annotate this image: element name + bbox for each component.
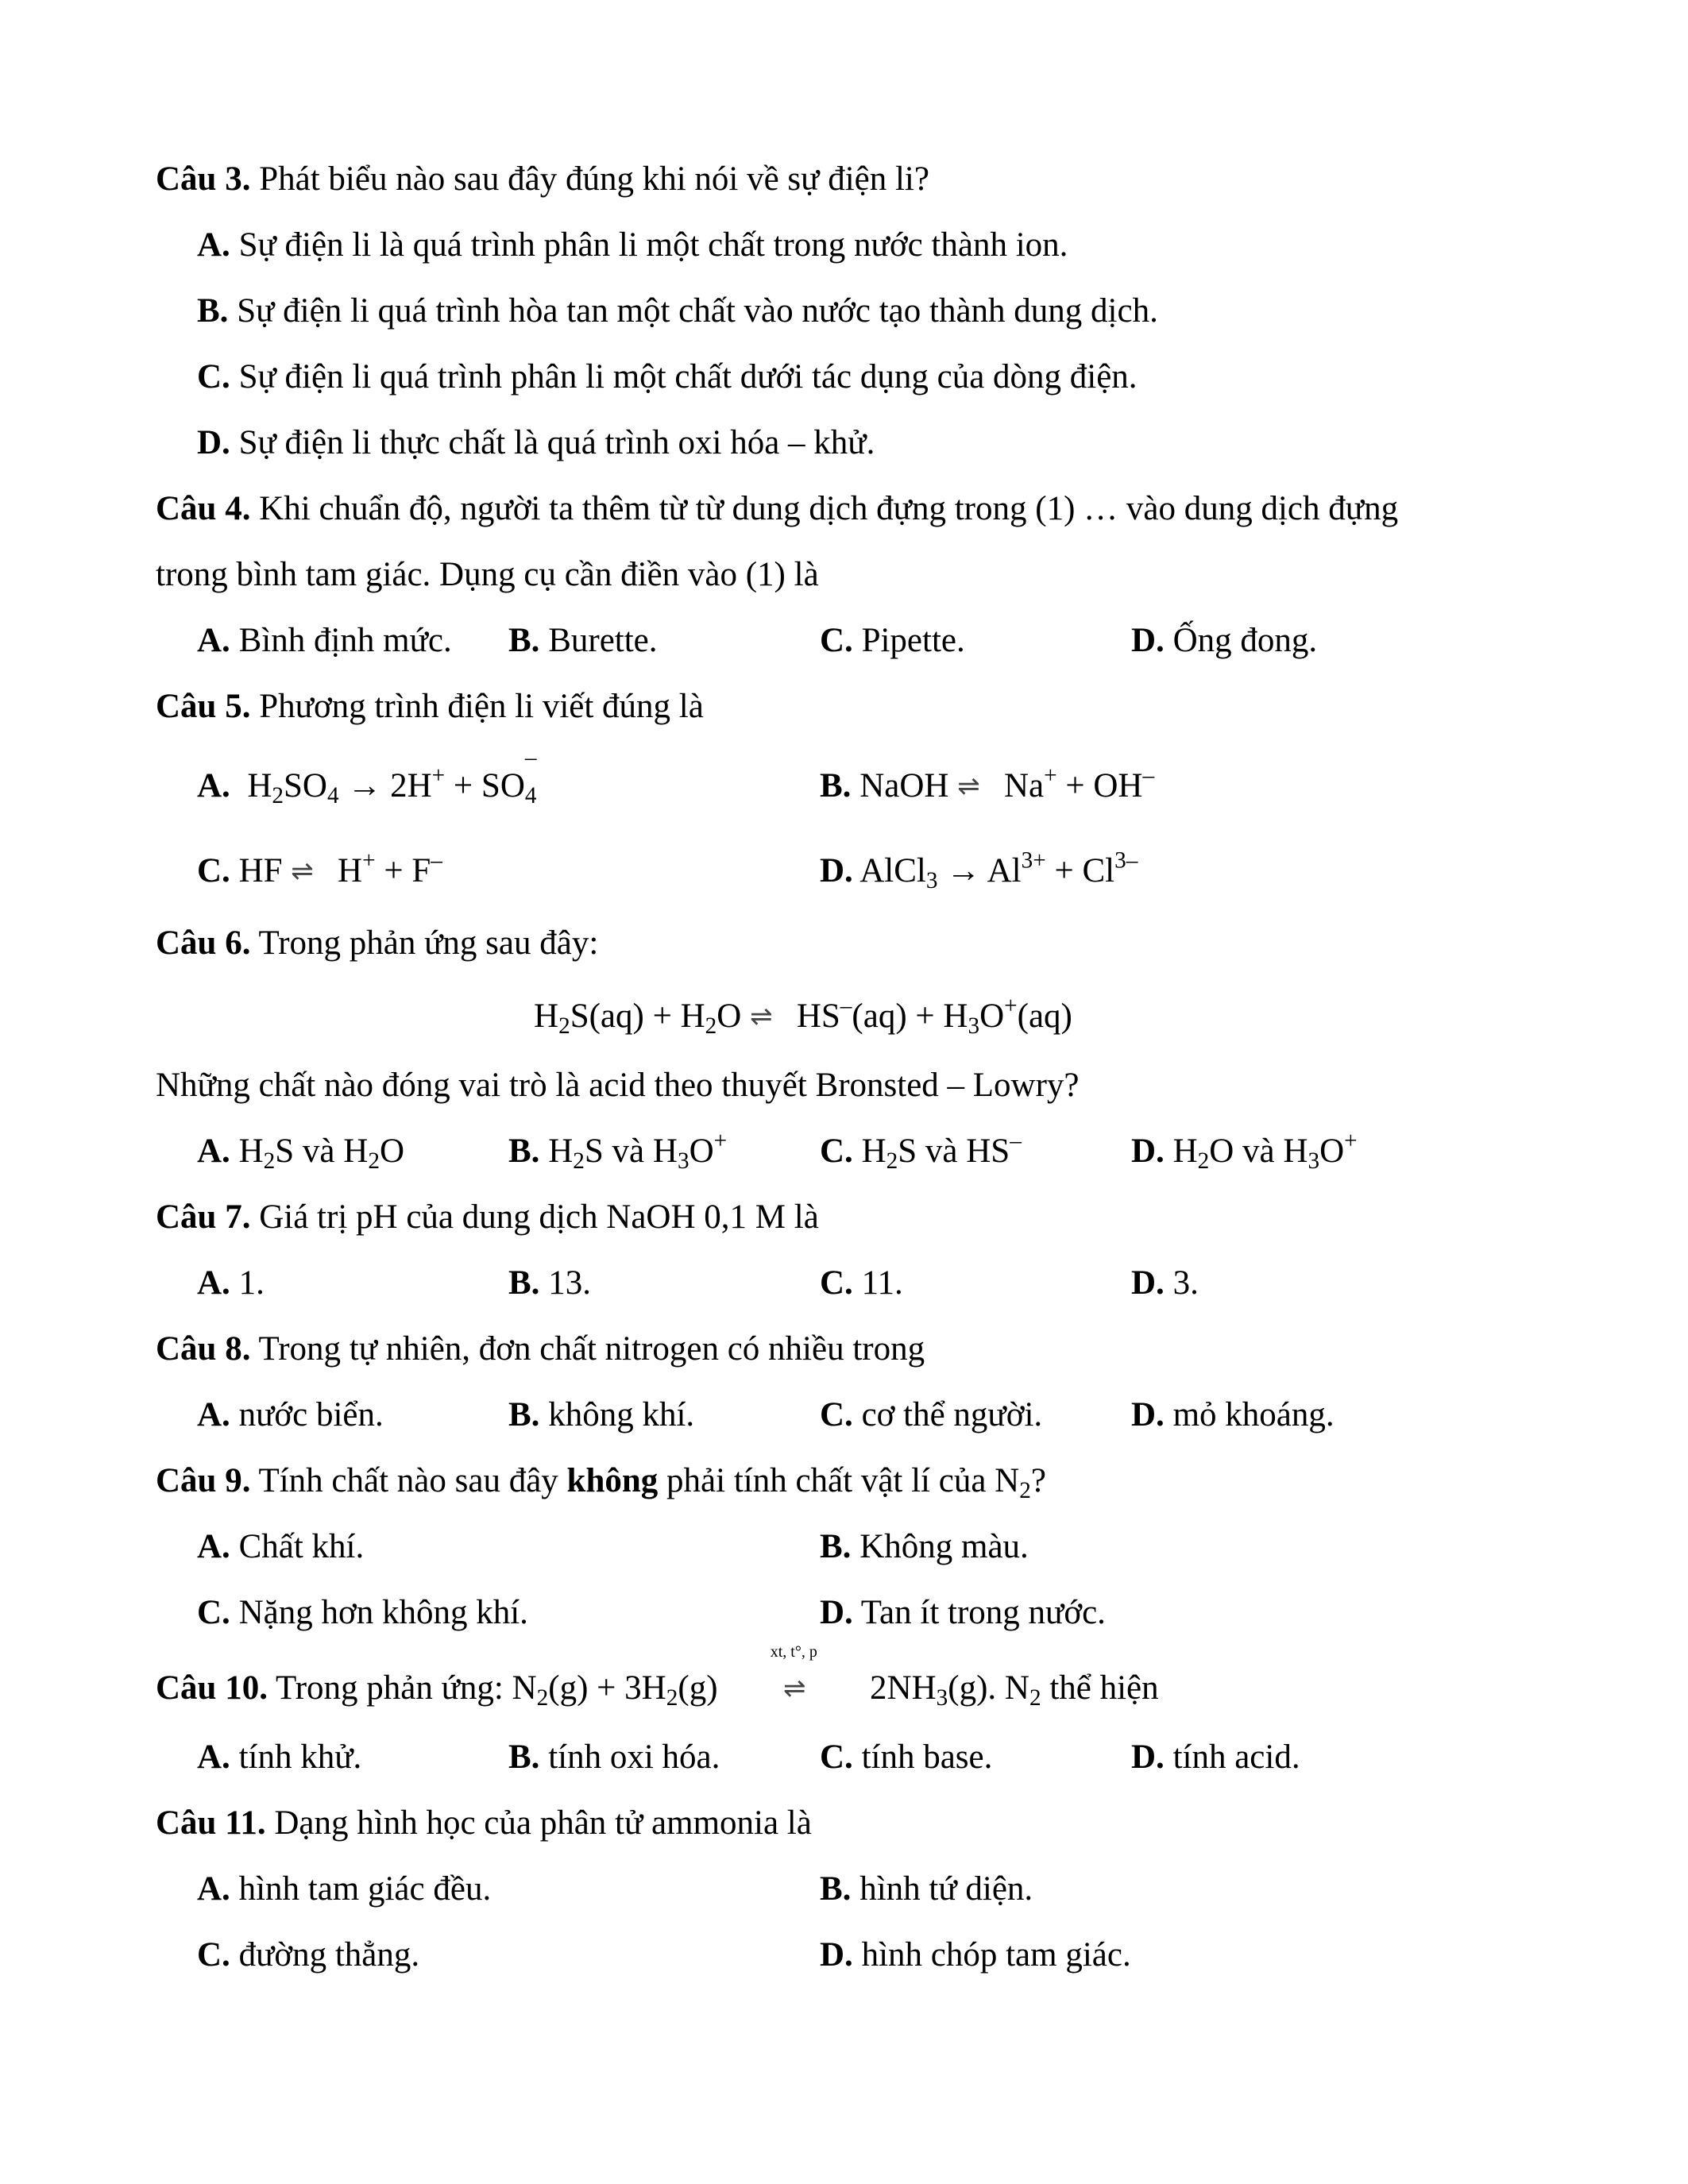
option-text: tính base. [861, 1738, 993, 1776]
option-text: Burette. [548, 622, 658, 659]
option-d [820, 1931, 1131, 1979]
option-text: cơ thể người. [861, 1396, 1043, 1433]
equilibrium-arrow-icon: ⇌ [957, 770, 979, 802]
option-letter: A. [197, 226, 230, 264]
option-c [197, 1589, 528, 1637]
option-letter: A. [197, 622, 230, 659]
option-text: 1. [238, 1264, 265, 1302]
question-10: Câu 10. Trong phản ứng: $N_2(g) + 3H_2(g)$ xt, t°, p ⇌ $2NH_3(g)$. $N_2$ thể hiện [156, 1643, 1159, 1711]
option-text: hình tam giác đều. [238, 1870, 492, 1908]
option-letter: B. [508, 1264, 540, 1302]
option-text: Ống đong. [1172, 622, 1318, 659]
option-text: Chất khí. [238, 1528, 365, 1565]
question-number: Câu 8. [156, 1330, 251, 1368]
option-letter: B. [820, 1528, 852, 1565]
option-letter: B. [508, 1738, 540, 1776]
option-b [508, 1260, 591, 1307]
question-number: Câu 11. [156, 1804, 266, 1842]
option-d: D. $H_2O$ và $H_3O^+$ [1131, 1128, 1358, 1175]
equation: $H_2SO_4 \to 2H^+$ + SO – $_4$ [247, 745, 537, 809]
option-letter: D. [1131, 622, 1165, 659]
option-d [1131, 1391, 1335, 1439]
question-number: Câu 7. [156, 1198, 251, 1236]
option-letter: D. [1131, 1264, 1165, 1302]
option-text: hình tứ diện. [859, 1870, 1033, 1908]
option-letter: C. [197, 1936, 230, 1974]
option-b [820, 1866, 1033, 1913]
question-5 [156, 683, 704, 731]
question-number: Câu 4. [156, 490, 251, 527]
reaction-condition: xt, t°, p [770, 1643, 817, 1661]
option-letter: C. [197, 358, 230, 396]
option-letter: A. [197, 1870, 230, 1908]
option-letter: C. [820, 1738, 853, 1776]
question-4-cont [156, 551, 819, 599]
option-letter: C. [820, 1264, 853, 1302]
option-text: Sự điện li thực chất là quá trình oxi hóa – khử. [238, 424, 875, 461]
option-c [820, 617, 965, 665]
option-b [508, 1734, 720, 1781]
question-text: Trong tự nhiên, đơn chất nitrogen có nhiều trong [258, 1330, 925, 1368]
question-9: Câu 9. Tính chất nào sau đây không phải tính chất vật lí của $N_2$? [156, 1462, 1046, 1504]
option-text: Sự điện li quá trình hòa tan một chất vào nước tạo thành dung dịch. [237, 292, 1158, 330]
option-text: Sự điện li là quá trình phân li một chất trong nước thành ion. [238, 226, 1068, 264]
option-a [197, 1866, 491, 1913]
option-b [197, 287, 1158, 335]
option-text: 3. [1172, 1264, 1199, 1302]
emphasis-text: không [566, 1462, 659, 1499]
option-a [197, 617, 452, 665]
option-text: hình chóp tam giác. [861, 1936, 1131, 1974]
option-letter: D. [1131, 1396, 1165, 1433]
question-text: trong bình tam giác. Dụng cụ cần điền vào (1) là [156, 556, 819, 593]
option-letter: B. [508, 622, 540, 659]
question-8 [156, 1325, 925, 1373]
option-text: nước biển. [238, 1396, 384, 1433]
reaction-equation: $H_2S(aq) + H_2O$ ⇌ $HS^-(aq) + H_3O^+(aq)$ [534, 993, 1072, 1040]
option-c: C. $H_2S$ và HS– [820, 1128, 1022, 1175]
option-letter: C. [197, 1594, 230, 1631]
question-text: Tính chất nào sau đây [258, 1462, 558, 1499]
option-letter: A. [197, 1738, 230, 1776]
option-c [820, 1260, 903, 1307]
option-d [820, 847, 1138, 895]
reaction-arrow [726, 1643, 861, 1712]
option-letter: A. [197, 767, 230, 805]
option-letter: A. [197, 1528, 230, 1565]
question-7 [156, 1194, 819, 1241]
question-text: Trong phản ứng sau đây: [258, 924, 599, 962]
question-text: Phát biểu nào sau đây đúng khi nói về sự điện li? [259, 160, 929, 198]
option-a [197, 1523, 364, 1571]
question-4 [156, 485, 1398, 533]
option-text: Không màu. [859, 1528, 1029, 1565]
option-text: Sự điện li quá trình phân li một chất dưới tác dụng của dòng điện. [238, 358, 1138, 396]
option-text: không khí. [548, 1396, 695, 1433]
option-letter: C. [820, 1396, 853, 1433]
option-b [820, 762, 1154, 810]
option-letter: B. [820, 1870, 852, 1908]
option-a [197, 1734, 361, 1781]
option-letter: A. [197, 1133, 230, 1170]
question-number: Câu 9. [156, 1462, 251, 1499]
option-a [197, 1260, 265, 1307]
option-d [820, 1589, 1106, 1637]
equation: AlCl$_3$ → $Al^{3+} + Cl^{3-}$ [859, 847, 1138, 894]
option-b [508, 617, 658, 665]
equilibrium-arrow-icon: ⇌ [783, 1673, 805, 1704]
option-letter: D. [820, 1594, 853, 1631]
option-text: Nặng hơn không khí. [238, 1594, 528, 1631]
option-d [1131, 617, 1317, 665]
option-a [197, 745, 537, 810]
option-text: 13. [548, 1264, 591, 1302]
option-letter: C. [197, 852, 230, 889]
question-3 [156, 156, 929, 203]
option-text: Bình định mức. [238, 622, 452, 659]
question-number: Câu 10. [156, 1669, 268, 1707]
question-number: Câu 6. [156, 924, 251, 962]
option-a: A. $H_2S$ và $H_2O$ [197, 1133, 404, 1175]
option-d [1131, 1260, 1199, 1307]
option-b [820, 1523, 1029, 1571]
option-c [197, 1931, 419, 1979]
question-text: Giá trị pH của dung dịch NaOH 0,1 M là [259, 1198, 819, 1236]
option-letter: D. [1131, 1738, 1165, 1776]
option-letter: A. [197, 1264, 230, 1302]
option-letter: B. [820, 767, 852, 805]
option-letter: B. [508, 1396, 540, 1433]
option-b: B. $H_2S$ và $H_3O^+$ [508, 1128, 728, 1175]
option-b [508, 1391, 694, 1439]
option-text: mỏ khoáng. [1172, 1396, 1335, 1433]
question-6 [156, 920, 598, 967]
option-d [1131, 1734, 1300, 1781]
equilibrium-arrow-icon: ⇌ [750, 1001, 771, 1032]
option-letter: D. [820, 1936, 853, 1974]
option-text: đường thẳng. [238, 1936, 420, 1974]
option-letter: B. [508, 1133, 540, 1170]
option-letter: C. [820, 1133, 853, 1170]
option-c [197, 847, 442, 895]
option-text: tính acid. [1172, 1738, 1300, 1776]
option-a [197, 222, 1068, 269]
question-number: Câu 5. [156, 688, 251, 725]
option-text: Tan ít trong nước. [860, 1594, 1106, 1631]
question-text: Phương trình điện li viết đúng là [259, 688, 704, 725]
option-c [820, 1734, 992, 1781]
option-text: tính oxi hóa. [548, 1738, 720, 1776]
option-c [820, 1391, 1042, 1439]
option-a [197, 1391, 384, 1439]
question-text: Khi chuẩn độ, người ta thêm từ từ dung dịch đựng trong (1) … vào dung dịch đựng [259, 490, 1399, 527]
option-letter: A. [197, 1396, 230, 1433]
option-letter: D. [1131, 1133, 1165, 1170]
option-letter: D. [820, 852, 853, 889]
option-d [197, 419, 875, 467]
option-letter: D. [197, 424, 230, 461]
option-text: Pipette. [861, 622, 965, 659]
option-text: tính khử. [238, 1738, 362, 1776]
option-letter: B. [197, 292, 229, 330]
option-text: 11. [861, 1264, 903, 1302]
question-text: Dạng hình học của phân tử ammonia là [274, 1804, 812, 1842]
equilibrium-arrow-icon: ⇌ [291, 855, 312, 887]
option-letter: C. [820, 622, 853, 659]
equation: HF ⇌ H+ + F– [239, 852, 442, 889]
equation: NaOH ⇌ Na+ + OH– [859, 767, 1154, 805]
option-c [197, 353, 1138, 401]
question-number: Câu 3. [156, 160, 251, 198]
question-6-prompt [156, 1062, 1080, 1109]
question-11 [156, 1800, 812, 1847]
question-text: Những chất nào đóng vai trò là acid theo thuyết Bronsted – Lowry? [156, 1067, 1080, 1104]
